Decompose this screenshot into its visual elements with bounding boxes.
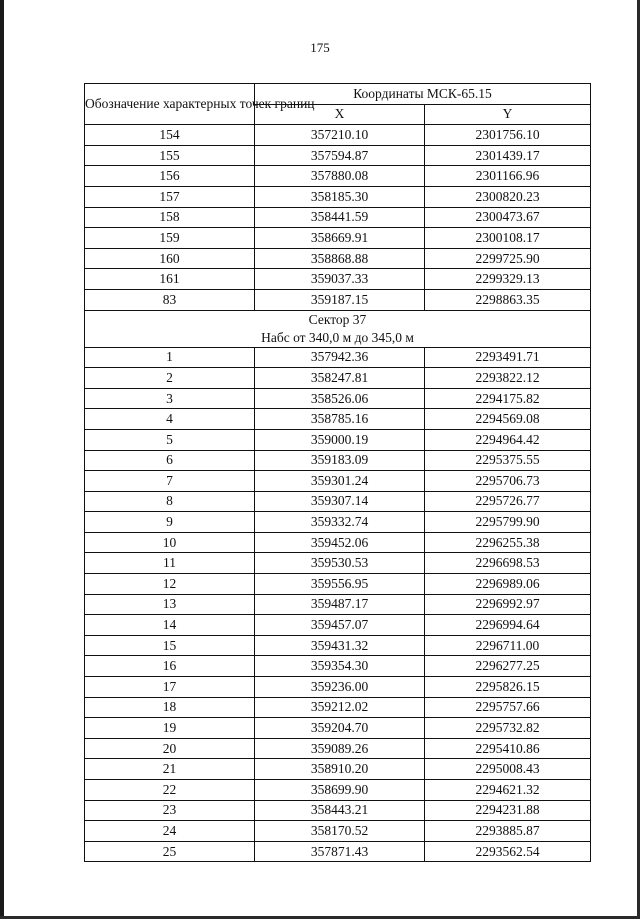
point-id-cell: 1 <box>85 347 255 368</box>
table-row <box>85 388 591 409</box>
y-coordinate-cell: 2301166.96 <box>425 166 591 187</box>
table-row <box>85 615 591 636</box>
x-coordinate-cell: 359187.15 <box>255 289 425 310</box>
y-coordinate-cell: 2294964.42 <box>425 429 591 450</box>
point-id-cell: 158 <box>85 207 255 228</box>
table-row <box>85 409 591 430</box>
scan-edge-left <box>0 0 4 919</box>
coordinate-system-header: Координаты МСК-65.15 <box>255 84 591 105</box>
table-row <box>85 491 591 512</box>
table-row <box>85 759 591 780</box>
table-row <box>85 207 591 228</box>
y-coordinate-cell: 2296992.97 <box>425 594 591 615</box>
x-coordinate-cell: 358669.91 <box>255 228 425 249</box>
point-id-cell: 6 <box>85 450 255 471</box>
point-id-cell: 160 <box>85 248 255 269</box>
x-coordinate-cell: 359556.95 <box>255 574 425 595</box>
table-row <box>85 800 591 821</box>
point-id-cell: 4 <box>85 409 255 430</box>
table-row <box>85 677 591 698</box>
y-coordinate-cell: 2295826.15 <box>425 677 591 698</box>
y-coordinate-cell: 2295799.90 <box>425 512 591 533</box>
x-column-header: X <box>255 104 425 125</box>
coordinates-table <box>84 83 591 862</box>
point-id-cell: 83 <box>85 289 255 310</box>
x-coordinate-cell: 359000.19 <box>255 429 425 450</box>
x-coordinate-cell: 358441.59 <box>255 207 425 228</box>
y-coordinate-cell: 2294569.08 <box>425 409 591 430</box>
x-coordinate-cell: 359354.30 <box>255 656 425 677</box>
table-body <box>85 84 591 862</box>
table-row <box>85 532 591 553</box>
table-row <box>85 697 591 718</box>
point-id-cell: 20 <box>85 738 255 759</box>
y-coordinate-cell: 2300473.67 <box>425 207 591 228</box>
x-coordinate-cell: 359301.24 <box>255 471 425 492</box>
point-id-cell: 2 <box>85 368 255 389</box>
x-coordinate-cell: 359307.14 <box>255 491 425 512</box>
point-id-cell: 22 <box>85 780 255 801</box>
table-row <box>85 594 591 615</box>
x-coordinate-cell: 357871.43 <box>255 841 425 862</box>
x-coordinate-cell: 359089.26 <box>255 738 425 759</box>
x-coordinate-cell: 357942.36 <box>255 347 425 368</box>
y-coordinate-cell: 2300820.23 <box>425 186 591 207</box>
point-id-cell: 15 <box>85 635 255 656</box>
point-id-cell: 8 <box>85 491 255 512</box>
point-id-cell: 7 <box>85 471 255 492</box>
y-coordinate-cell: 2295375.55 <box>425 450 591 471</box>
point-id-cell: 23 <box>85 800 255 821</box>
x-coordinate-cell: 359037.33 <box>255 269 425 290</box>
y-coordinate-cell: 2295726.77 <box>425 491 591 512</box>
table-row <box>85 512 591 533</box>
table-row <box>85 145 591 166</box>
x-coordinate-cell: 359236.00 <box>255 677 425 698</box>
point-id-cell: 13 <box>85 594 255 615</box>
point-id-cell: 156 <box>85 166 255 187</box>
x-coordinate-cell: 357210.10 <box>255 125 425 146</box>
table-row <box>85 347 591 368</box>
point-id-cell: 14 <box>85 615 255 636</box>
table-row <box>85 738 591 759</box>
y-coordinate-cell: 2294231.88 <box>425 800 591 821</box>
y-coordinate-cell: 2296994.64 <box>425 615 591 636</box>
point-id-cell: 5 <box>85 429 255 450</box>
x-coordinate-cell: 359332.74 <box>255 512 425 533</box>
table-row <box>85 841 591 862</box>
x-coordinate-cell: 358526.06 <box>255 388 425 409</box>
x-coordinate-cell: 358910.20 <box>255 759 425 780</box>
x-coordinate-cell: 359183.09 <box>255 450 425 471</box>
point-id-cell: 161 <box>85 269 255 290</box>
point-id-cell: 16 <box>85 656 255 677</box>
table-row <box>85 166 591 187</box>
y-coordinate-cell: 2295706.73 <box>425 471 591 492</box>
table-row <box>85 450 591 471</box>
x-coordinate-cell: 358785.16 <box>255 409 425 430</box>
y-coordinate-cell: 2299725.90 <box>425 248 591 269</box>
table-row <box>85 635 591 656</box>
point-designation-header: Обозначение характерных точек границ <box>85 84 255 125</box>
point-id-cell: 155 <box>85 145 255 166</box>
point-id-cell: 157 <box>85 186 255 207</box>
point-id-cell: 154 <box>85 125 255 146</box>
y-coordinate-cell: 2296989.06 <box>425 574 591 595</box>
table-row <box>85 289 591 310</box>
x-coordinate-cell: 359204.70 <box>255 718 425 739</box>
table-row <box>85 780 591 801</box>
x-coordinate-cell: 358185.30 <box>255 186 425 207</box>
sector-cell <box>85 310 591 347</box>
y-coordinate-cell: 2301756.10 <box>425 125 591 146</box>
y-coordinate-cell: 2296698.53 <box>425 553 591 574</box>
point-id-cell: 19 <box>85 718 255 739</box>
table-row <box>85 574 591 595</box>
y-coordinate-cell: 2300108.17 <box>425 228 591 249</box>
x-coordinate-cell: 359487.17 <box>255 594 425 615</box>
table-row <box>85 553 591 574</box>
x-coordinate-cell: 357880.08 <box>255 166 425 187</box>
header-row <box>85 84 591 105</box>
table-row <box>85 718 591 739</box>
y-coordinate-cell: 2296277.25 <box>425 656 591 677</box>
x-coordinate-cell: 358443.21 <box>255 800 425 821</box>
x-coordinate-cell: 359212.02 <box>255 697 425 718</box>
point-id-cell: 18 <box>85 697 255 718</box>
x-coordinate-cell: 359431.32 <box>255 635 425 656</box>
point-id-cell: 10 <box>85 532 255 553</box>
x-coordinate-cell: 359530.53 <box>255 553 425 574</box>
y-coordinate-cell: 2296711.00 <box>425 635 591 656</box>
sector-subtitle: Набс от 340,0 м до 345,0 м <box>261 329 414 345</box>
x-coordinate-cell: 357594.87 <box>255 145 425 166</box>
x-coordinate-cell: 359457.07 <box>255 615 425 636</box>
y-coordinate-cell: 2299329.13 <box>425 269 591 290</box>
y-coordinate-cell: 2294621.32 <box>425 780 591 801</box>
point-id-cell: 3 <box>85 388 255 409</box>
y-coordinate-cell: 2295008.43 <box>425 759 591 780</box>
table-row <box>85 368 591 389</box>
point-id-cell: 21 <box>85 759 255 780</box>
table-row <box>85 125 591 146</box>
table-row <box>85 228 591 249</box>
table-row <box>85 656 591 677</box>
point-id-cell: 9 <box>85 512 255 533</box>
y-coordinate-cell: 2293822.12 <box>425 368 591 389</box>
point-id-cell: 17 <box>85 677 255 698</box>
x-coordinate-cell: 358868.88 <box>255 248 425 269</box>
x-coordinate-cell: 358699.90 <box>255 780 425 801</box>
point-id-cell: 24 <box>85 821 255 842</box>
table-row <box>85 186 591 207</box>
table-row <box>85 248 591 269</box>
point-id-cell: 11 <box>85 553 255 574</box>
sector-row <box>85 310 591 347</box>
y-column-header: Y <box>425 104 591 125</box>
sector-title: Сектор 37 <box>308 311 367 327</box>
x-coordinate-cell: 359452.06 <box>255 532 425 553</box>
table-row <box>85 471 591 492</box>
y-coordinate-cell: 2301439.17 <box>425 145 591 166</box>
y-coordinate-cell: 2298863.35 <box>425 289 591 310</box>
point-id-cell: 25 <box>85 841 255 862</box>
y-coordinate-cell: 2295757.66 <box>425 697 591 718</box>
y-coordinate-cell: 2295732.82 <box>425 718 591 739</box>
table-row <box>85 429 591 450</box>
table-row <box>85 821 591 842</box>
page-number: 175 <box>310 40 330 55</box>
y-coordinate-cell: 2293491.71 <box>425 347 591 368</box>
y-coordinate-cell: 2293885.87 <box>425 821 591 842</box>
table-row <box>85 269 591 290</box>
point-id-cell: 159 <box>85 228 255 249</box>
y-coordinate-cell: 2294175.82 <box>425 388 591 409</box>
y-coordinate-cell: 2293562.54 <box>425 841 591 862</box>
y-coordinate-cell: 2295410.86 <box>425 738 591 759</box>
x-coordinate-cell: 358170.52 <box>255 821 425 842</box>
x-coordinate-cell: 358247.81 <box>255 368 425 389</box>
y-coordinate-cell: 2296255.38 <box>425 532 591 553</box>
point-id-cell: 12 <box>85 574 255 595</box>
